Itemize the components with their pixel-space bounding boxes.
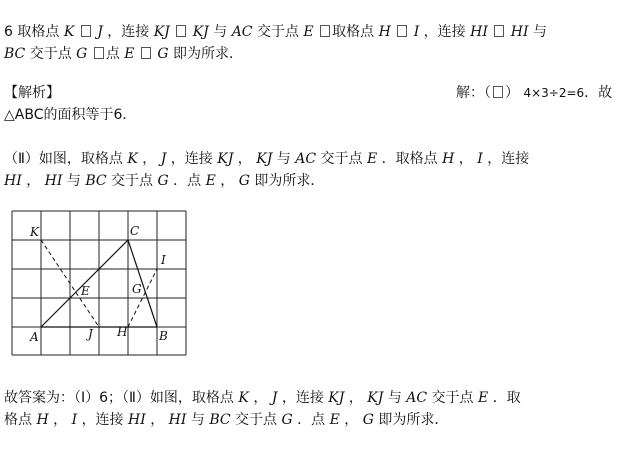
text: 与 xyxy=(190,412,210,428)
text: 交于点 xyxy=(235,412,278,428)
text: ， xyxy=(344,412,359,428)
missing-glyph-box xyxy=(320,25,330,37)
point-e: E xyxy=(124,46,135,62)
label-g: G xyxy=(132,282,142,296)
text: ．点 xyxy=(297,412,326,428)
point-j: J xyxy=(97,24,103,40)
text: 交于点 xyxy=(111,173,154,189)
text: ．取 xyxy=(492,390,521,406)
text: ， xyxy=(142,151,157,167)
point-h: H xyxy=(36,412,49,428)
missing-glyph-box xyxy=(493,86,503,98)
text: ， xyxy=(458,151,473,167)
text: 与 xyxy=(387,390,407,406)
label-b: B xyxy=(159,329,168,343)
segment-hi: HI xyxy=(44,173,63,189)
segment-ac: AC xyxy=(406,390,428,406)
text: ） xyxy=(505,85,519,101)
text: 交于点 xyxy=(431,390,474,406)
segment-bc: BC xyxy=(209,412,231,428)
missing-glyph-box xyxy=(176,25,186,37)
missing-glyph-box xyxy=(397,25,407,37)
label-j: J xyxy=(88,327,93,341)
point-k: K xyxy=(238,390,249,406)
text: 即为所求． xyxy=(378,412,449,428)
point-e: E xyxy=(478,390,489,406)
point-k: K xyxy=(127,151,138,167)
text: ， xyxy=(26,173,41,189)
missing-glyph-box xyxy=(81,25,91,37)
segment-bc: BC xyxy=(85,173,107,189)
text: 交于点 xyxy=(29,46,72,62)
text: ，连接 xyxy=(81,412,124,428)
text: ，连接 xyxy=(423,24,466,40)
text: ， xyxy=(150,412,165,428)
area-statement xyxy=(4,104,136,124)
text: ，连接 xyxy=(281,390,324,406)
missing-glyph-box xyxy=(94,47,104,59)
point-g: G xyxy=(76,46,88,62)
part2-line-1 xyxy=(4,148,529,168)
point-i: I xyxy=(71,412,78,428)
text: 点 xyxy=(105,46,120,62)
label-i: I xyxy=(161,253,166,267)
grid-figure xyxy=(6,206,206,356)
label-k: K xyxy=(30,225,39,239)
point-h: H xyxy=(442,151,455,167)
segment-kj: KJ xyxy=(217,151,234,167)
point-e: E xyxy=(205,173,216,189)
text: ， xyxy=(253,390,268,406)
segment-kj: KJ xyxy=(192,24,209,40)
text: （Ⅱ）如图，取格点 xyxy=(4,151,123,167)
text: △ABC的面积等于6 xyxy=(4,107,123,123)
text: 与 xyxy=(66,173,86,189)
segment-bc: BC xyxy=(4,46,26,62)
text: ．故 xyxy=(584,85,613,101)
text: ， xyxy=(53,412,68,428)
top-line-1 xyxy=(4,21,547,41)
point-g: G xyxy=(238,173,250,189)
text: 即为所求． xyxy=(254,173,325,189)
text: ， xyxy=(348,390,363,406)
part2-line-2 xyxy=(4,170,324,190)
text: ， xyxy=(220,173,235,189)
answer-line-2 xyxy=(4,409,448,429)
segment-ac: AC xyxy=(231,24,253,40)
point-i: I xyxy=(477,151,483,167)
text: ，连接 xyxy=(170,151,213,167)
segment-hi: HI xyxy=(470,24,488,40)
point-j: J xyxy=(160,151,167,167)
text: ． xyxy=(122,107,137,123)
top-line-2 xyxy=(4,43,243,63)
text: 6 取格点 xyxy=(4,24,60,40)
calculation: 4×3÷2=6 xyxy=(523,86,585,100)
point-e: E xyxy=(303,24,314,40)
text: 故答案为：（Ⅰ）6；（Ⅱ）如图，取格点 xyxy=(4,390,234,406)
segment-hi: HI xyxy=(168,412,187,428)
point-e: E xyxy=(329,412,340,428)
analysis-heading: 【解析】 xyxy=(4,85,60,101)
point-g: G xyxy=(362,412,374,428)
point-g: G xyxy=(157,46,169,62)
text: 解：（ xyxy=(456,85,491,101)
text: 格点 xyxy=(4,412,32,428)
text: 交于点 xyxy=(256,24,299,40)
text: 交于点 xyxy=(320,151,363,167)
point-i: I xyxy=(413,24,420,40)
point-k: K xyxy=(63,24,75,40)
text: ，连接 xyxy=(487,151,530,167)
text: 与 xyxy=(276,151,296,167)
text: ，连接 xyxy=(107,24,150,40)
segment-kj: KJ xyxy=(328,390,345,406)
segment-hi: HI xyxy=(510,24,529,40)
text: ．取格点 xyxy=(381,151,438,167)
label-e: E xyxy=(81,284,90,298)
missing-glyph-box xyxy=(494,25,504,37)
segment-kj: KJ xyxy=(367,390,384,406)
point-e: E xyxy=(366,151,378,167)
text: 与 xyxy=(532,24,547,40)
text: ．点 xyxy=(173,173,202,189)
segment-hi: HI xyxy=(128,412,146,428)
text: 即为所求． xyxy=(173,46,244,62)
label-c: C xyxy=(130,224,140,238)
point-g: G xyxy=(281,412,293,428)
point-j: J xyxy=(271,390,278,406)
text: 与 xyxy=(213,24,232,40)
label-h: H xyxy=(117,325,128,339)
text: 取格点 xyxy=(332,24,375,40)
point-h: H xyxy=(378,24,391,40)
text: ， xyxy=(237,151,252,167)
segment-ac: AC xyxy=(295,151,317,167)
segment-hi: HI xyxy=(4,173,22,189)
point-g: G xyxy=(157,173,169,189)
label-a: A xyxy=(30,330,39,344)
answer-line-1 xyxy=(4,387,521,407)
segment-kj: KJ xyxy=(256,151,273,167)
missing-glyph-box xyxy=(141,47,151,59)
solution-line xyxy=(456,82,612,102)
segment-kj: KJ xyxy=(153,24,170,40)
